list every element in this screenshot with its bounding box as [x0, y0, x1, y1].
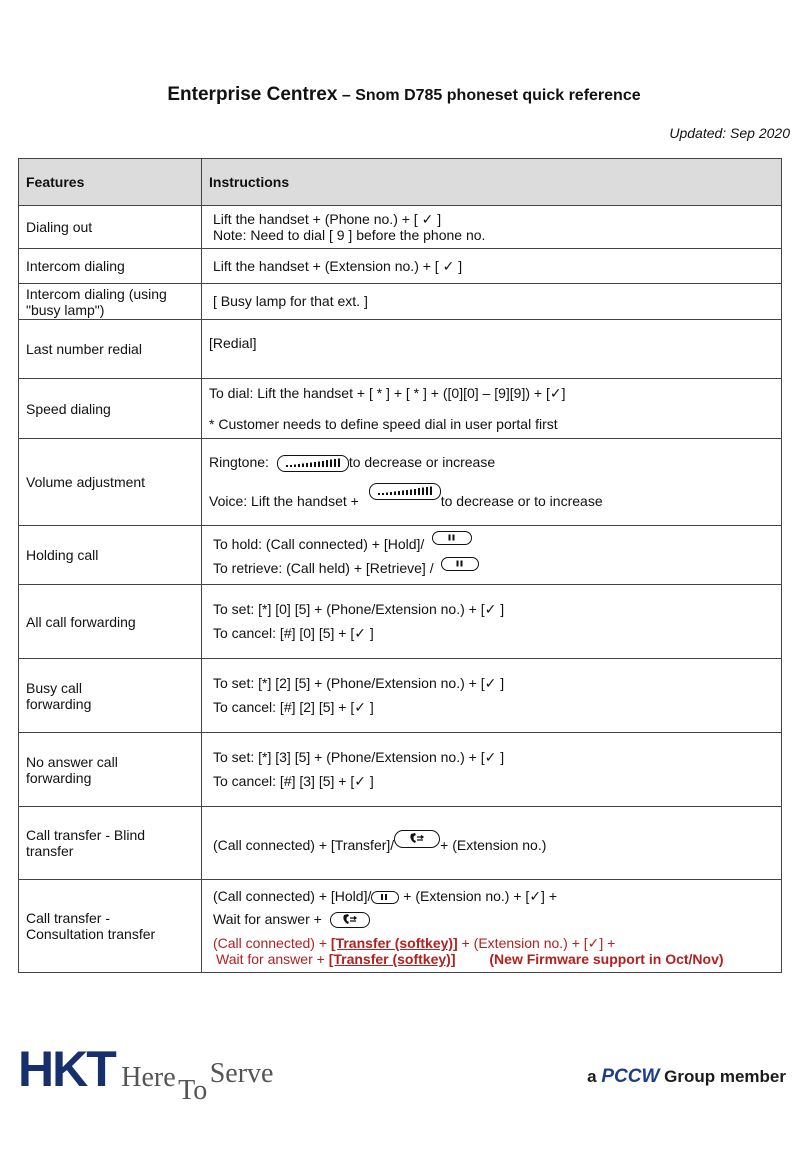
instruction-line: To dial: Lift the handset + [ * ] + [ * ] + ([0][0] – [9][9]) + [✓]: [209, 384, 566, 401]
feature-cell: Call transfer - Blind transfer: [19, 807, 202, 880]
col-features: Features: [19, 159, 202, 206]
instruction-line: Note: Need to dial [ 9 ] before the phone no.: [213, 227, 486, 243]
instruction-cell: [202, 206, 782, 249]
instruction-text: To retrieve: (Call held) + [Retrieve] /: [213, 560, 434, 576]
firmware-note: (New Firmware support in Oct/Nov): [489, 951, 724, 967]
feature-cell: No answer call forwarding: [19, 733, 202, 807]
volume-key-icon: [369, 483, 441, 500]
instruction-line: To cancel: [#] [3] [5] + [✓ ]: [213, 773, 374, 789]
instruction-line: [Redial]: [209, 335, 257, 351]
table-row: [19, 585, 782, 659]
instruction-cell: [202, 284, 782, 320]
instruction-text: (Call connected) +: [213, 935, 331, 951]
instruction-text: + (Extension no.): [440, 837, 547, 853]
member-text: a: [587, 1067, 597, 1086]
instruction-cell: [202, 249, 782, 284]
pccw-member-logo: [587, 1066, 786, 1088]
instruction-line: [209, 452, 774, 473]
title-main: Enterprise Centrex: [167, 84, 338, 105]
instruction-text: to decrease or increase: [348, 454, 496, 470]
instruction-text: To hold: (Call connected) + [Hold]/: [213, 536, 425, 552]
instruction-cell: [202, 807, 782, 880]
instruction-text: Voice: Lift the handset +: [209, 493, 359, 509]
instruction-line: [209, 483, 774, 512]
instruction-line: [ Busy lamp for that ext. ]: [213, 293, 368, 309]
instruction-cell: [202, 880, 782, 973]
instruction-line: To set: [*] [0] [5] + (Phone/Extension no.) + [✓ ]: [213, 601, 505, 617]
transfer-key-icon: [394, 830, 440, 848]
hkt-logo: [18, 1040, 274, 1106]
instruction-cell: [202, 585, 782, 659]
transfer-softkey-label: [Transfer (softkey)]: [330, 935, 458, 951]
feature-cell: Dialing out: [19, 206, 202, 249]
title-sub: – Snom D785 phoneset quick reference: [341, 87, 641, 104]
feature-cell: Call transfer - Consultation transfer: [19, 880, 202, 973]
table-row: [19, 206, 782, 249]
feature-cell: Speed dialing: [19, 379, 202, 439]
reference-table: [18, 158, 782, 973]
feature-cell: Busy call forwarding: [19, 659, 202, 733]
instruction-text: Wait for answer +: [216, 951, 329, 967]
instruction-line: [213, 557, 774, 579]
instruction-line: [213, 935, 774, 951]
table-row: [19, 249, 782, 284]
transfer-softkey-label: [Transfer (softkey)]: [328, 951, 456, 967]
feature-cell: Last number redial: [19, 320, 202, 379]
table-header-row: [19, 159, 782, 206]
feature-cell: Holding call: [19, 526, 202, 585]
hold-key-icon: [441, 557, 479, 571]
instruction-line: [213, 885, 774, 908]
instruction-line: To cancel: [#] [2] [5] + [✓ ]: [213, 699, 374, 715]
feature-cell: Intercom dialing: [19, 249, 202, 284]
instruction-line: To set: [*] [3] [5] + (Phone/Extension no.) + [✓ ]: [213, 749, 505, 765]
table-row: [19, 526, 782, 585]
hold-key-icon: [371, 891, 399, 904]
instruction-line: Lift the handset + (Phone no.) + [ ✓ ]: [213, 211, 442, 227]
instruction-text: + (Extension no.) + [✓] +: [457, 935, 616, 951]
instruction-line: To cancel: [#] [0] [5] + [✓ ]: [213, 625, 374, 641]
instruction-cell: [202, 733, 782, 807]
instruction-cell: [202, 439, 782, 526]
instruction-line: [213, 830, 774, 856]
hkt-wordmark: HKT: [18, 1041, 115, 1097]
instruction-cell: [202, 379, 782, 439]
table-row: [19, 284, 782, 320]
table-row: [19, 807, 782, 880]
feature-cell: All call forwarding: [19, 585, 202, 659]
table-row: [19, 320, 782, 379]
tagline-to: To: [178, 1075, 208, 1106]
instruction-text: Ringtone:: [209, 454, 269, 470]
col-instructions: Instructions: [202, 159, 782, 206]
table-row: [19, 439, 782, 526]
instruction-text: (Call connected) + [Transfer]/: [213, 837, 395, 853]
table-row: [19, 379, 782, 439]
instruction-text: to decrease or to increase: [440, 493, 603, 509]
updated-date: Updated: Sep 2020: [669, 125, 790, 141]
table-row: [19, 733, 782, 807]
instruction-line: * Customer needs to define speed dial in user portal first: [209, 415, 558, 432]
instruction-text: (Call connected) + [Hold]/: [213, 888, 372, 904]
feature-cell: Intercom dialing (using "busy lamp"): [19, 284, 202, 320]
tagline-here: Here: [121, 1062, 176, 1093]
instruction-line: [213, 908, 774, 931]
feature-cell: Volume adjustment: [19, 439, 202, 526]
table-row: [19, 659, 782, 733]
instruction-cell: [202, 659, 782, 733]
instruction-text: + (Extension no.) + [✓] +: [403, 888, 558, 904]
hold-key-icon: [432, 531, 472, 545]
instruction-cell: [202, 320, 782, 379]
transfer-key-icon: [330, 912, 370, 928]
volume-key-icon: [277, 455, 349, 472]
instruction-line: Lift the handset + (Extension no.) + [ ✓ ]: [213, 257, 463, 274]
page-title: [0, 84, 808, 106]
member-text: Group member: [664, 1067, 786, 1086]
instruction-line: [213, 951, 774, 967]
pccw-brand: PCCW: [601, 1066, 660, 1087]
instruction-text: Wait for answer +: [213, 911, 322, 927]
table-row: [19, 880, 782, 973]
tagline-serve: Serve: [209, 1058, 274, 1089]
instruction-line: To set: [*] [2] [5] + (Phone/Extension no.) + [✓ ]: [213, 675, 505, 691]
instruction-cell: [202, 526, 782, 585]
instruction-line: [213, 531, 774, 555]
